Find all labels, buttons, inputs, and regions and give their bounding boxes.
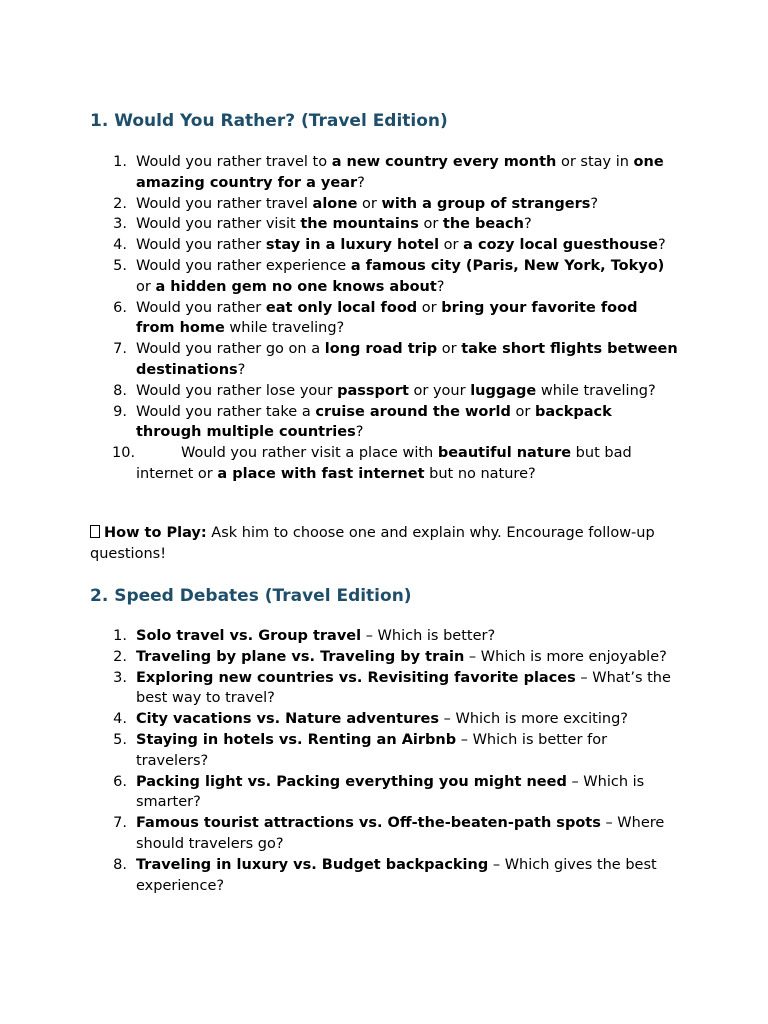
item-text: Would you rather go on a	[136, 341, 325, 358]
how-to-play-label: How to Play:	[104, 525, 207, 541]
bold-text: bring your favorite food from home	[136, 299, 638, 337]
bold-text: backpack through multiple countries	[136, 403, 612, 441]
bold-text: stay in a luxury hotel	[265, 237, 440, 254]
how-to-play-paragraph	[90, 523, 680, 565]
would-you-rather-item	[90, 214, 680, 235]
bold-text: one amazing country for a year	[136, 154, 664, 191]
bold-text: take short flights between destinations	[136, 341, 678, 378]
bold-text: Solo travel vs. Group travel	[136, 628, 362, 644]
would-you-rather-item	[90, 235, 680, 256]
item-text: or	[418, 216, 443, 233]
item-text: ?	[357, 174, 365, 191]
bold-text: Staying in hotels vs. Renting an Airbnb	[136, 731, 457, 748]
speed-debate-item	[90, 709, 680, 730]
item-text: Would you rather visit	[136, 216, 301, 233]
item-text: ?	[523, 216, 532, 233]
bold-text: a place with fast internet	[217, 465, 425, 482]
speed-debate-item	[90, 626, 680, 647]
item-text: or	[510, 403, 535, 420]
would-you-rather-item	[90, 298, 680, 340]
list-number: 6.	[113, 299, 127, 316]
speed-debate-item	[90, 647, 680, 668]
speed-debate-item	[90, 730, 680, 772]
item-text: Would you rather experience	[136, 257, 351, 274]
item-text: or	[136, 278, 156, 295]
list-number: 10.	[112, 445, 136, 462]
item-text: Would you rather travel	[136, 195, 313, 212]
list-number: 8.	[113, 856, 127, 873]
list-number: 8.	[113, 382, 127, 399]
speed-debate-item	[90, 772, 680, 814]
speed-debate-item	[90, 668, 680, 710]
list-number: 7.	[113, 341, 127, 358]
list-number: 4.	[113, 237, 127, 254]
missing-glyph-icon	[90, 525, 100, 538]
would-you-rather-list	[90, 152, 680, 485]
bold-text: a hidden gem no one knows about	[155, 278, 437, 295]
bold-text: luggage	[470, 382, 537, 399]
list-number: 3.	[113, 669, 127, 686]
item-text: – Which is more exciting?	[439, 711, 628, 728]
bold-text: Packing light vs. Packing everything you might need	[136, 773, 567, 790]
list-number: 5.	[113, 257, 127, 274]
bold-text: a famous city (Paris, New York, Tokyo)	[350, 257, 665, 274]
section-1-heading: 1. Would You Rather? (Travel Edition)	[90, 111, 448, 131]
would-you-rather-item	[90, 339, 680, 381]
list-number: 7.	[113, 815, 127, 832]
would-you-rather-item	[90, 381, 680, 402]
list-number: 2.	[113, 648, 127, 665]
bold-text: the beach	[442, 216, 524, 233]
item-text: while traveling?	[224, 320, 345, 337]
bold-text: Traveling in luxury vs. Budget backpacking	[136, 856, 489, 873]
bold-text: a new country every month	[331, 154, 557, 170]
item-text: Would you rather	[136, 299, 266, 316]
item-text: – Which is more enjoyable?	[464, 648, 667, 665]
would-you-rather-item	[90, 152, 680, 194]
bold-text: passport	[337, 382, 409, 399]
item-text: Would you rather	[136, 237, 266, 254]
item-text: or stay in	[556, 154, 634, 170]
would-you-rather-item	[90, 443, 680, 485]
item-text: ?	[590, 195, 599, 212]
bold-text: Traveling by plane vs. Traveling by train	[136, 648, 465, 665]
list-number: 4.	[113, 711, 127, 728]
item-text: ?	[237, 361, 246, 378]
item-text: – Which is better?	[361, 628, 496, 644]
section-2-heading: 2. Speed Debates (Travel Edition)	[90, 586, 412, 606]
bold-text: alone	[312, 195, 358, 212]
would-you-rather-item	[90, 256, 680, 298]
would-you-rather-item	[90, 194, 680, 215]
speed-debates-list	[90, 626, 680, 896]
item-text: – Where should travelers go?	[136, 815, 665, 852]
would-you-rather-item	[90, 402, 680, 444]
bold-text: long road trip	[324, 341, 438, 358]
how-to-play-text: Ask him to choose one and explain why. Encourage follow-up questions!	[90, 525, 655, 562]
list-number: 1.	[113, 628, 127, 644]
item-text: or	[357, 195, 382, 212]
list-number: 2.	[113, 195, 127, 212]
speed-debate-item	[90, 813, 680, 855]
bold-text: Famous tourist attractions vs. Off-the-beaten-path spots	[136, 815, 601, 832]
item-text: ?	[436, 278, 445, 295]
list-number: 9.	[113, 403, 127, 420]
item-text: – What’s the best way to travel?	[136, 669, 671, 707]
bold-text: City vacations vs. Nature adventures	[136, 711, 440, 728]
list-number: 5.	[113, 731, 127, 748]
item-text: Would you rather lose your	[136, 382, 338, 399]
item-text: while traveling?	[536, 382, 656, 399]
item-text: ?	[355, 424, 364, 441]
bold-text: with a group of strangers	[381, 195, 591, 212]
item-text: but no nature?	[424, 465, 536, 482]
bold-text: the mountains	[300, 216, 419, 233]
item-text: Would you rather travel to	[136, 154, 332, 170]
item-text: Would you rather visit a place with	[181, 445, 438, 462]
list-number: 1.	[113, 154, 127, 170]
item-text: but bad internet or	[136, 445, 632, 482]
bold-text: cruise around the world	[315, 403, 511, 420]
item-text: or	[439, 237, 464, 254]
item-text: or your	[408, 382, 471, 399]
bold-text: eat only local food	[265, 299, 418, 316]
item-text: Would you rather take a	[136, 403, 316, 420]
bold-text: beautiful nature	[437, 445, 572, 462]
item-text: – Which gives the best experience?	[136, 856, 657, 894]
item-text: – Which is better for travelers?	[136, 731, 608, 769]
bold-text: a cozy local guesthouse	[463, 237, 658, 254]
list-number: 6.	[113, 773, 127, 790]
item-text: – Which is smarter?	[136, 773, 645, 811]
speed-debate-item	[90, 855, 680, 897]
bold-text: Exploring new countries vs. Revisiting favorite places	[136, 669, 576, 686]
item-text: or	[417, 299, 442, 316]
list-number: 3.	[113, 216, 127, 233]
item-text: or	[437, 341, 462, 358]
item-text: ?	[657, 237, 666, 254]
